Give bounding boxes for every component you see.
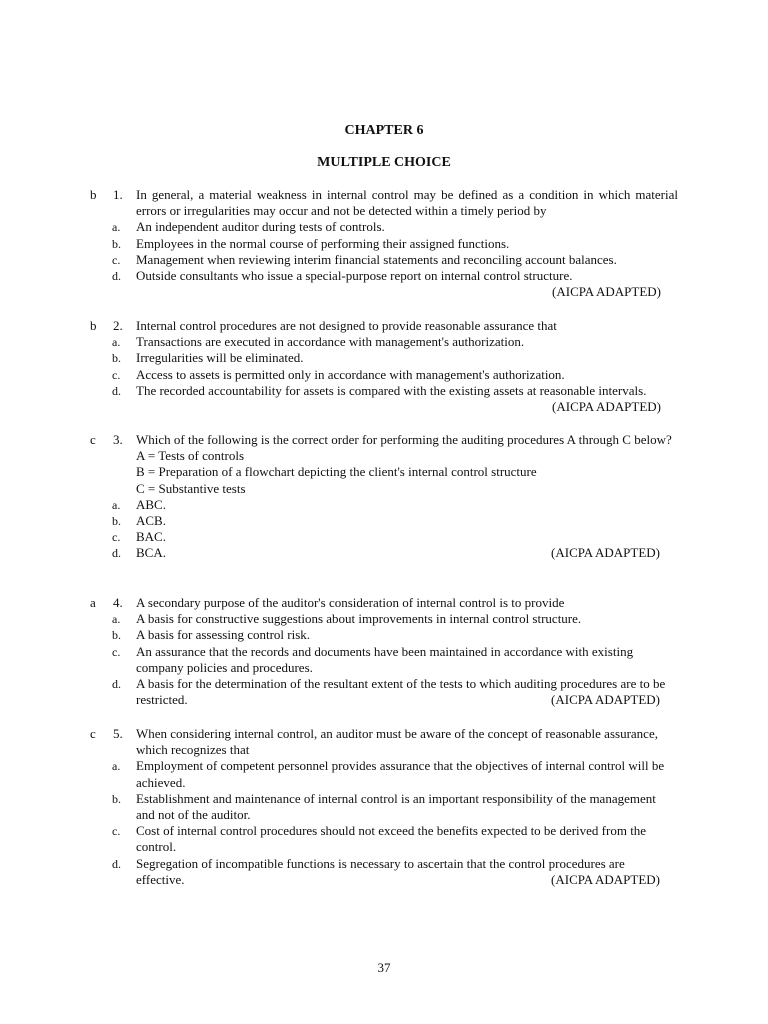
option-letter: a. (112, 612, 121, 627)
answer-key: a (90, 595, 96, 610)
option-letter: b. (112, 514, 121, 529)
option-text: A basis for assessing control risk. (136, 627, 311, 643)
option-c (0, 367, 768, 383)
chapter-title: CHAPTER 6 (344, 123, 424, 138)
option-letter: c. (112, 824, 121, 839)
procedure-c: C = Substantive tests (136, 480, 246, 496)
option-letter: b. (112, 628, 121, 643)
answer-key: c (90, 432, 96, 447)
option-a (0, 497, 768, 513)
option-b (0, 791, 768, 823)
question-number: 1. (113, 187, 123, 202)
option-text: Cost of internal control procedures should not exceed the benefits expected to be derived from the control. (136, 823, 647, 855)
source-label: (AICPA ADAPTED) (552, 284, 661, 300)
option-d (0, 676, 768, 708)
question-text: When considering internal control, an auditor must be aware of the concept of reasonable assurance, which recognizes that (136, 726, 658, 758)
option-text: Segregation of incompatible functions is necessary to ascertain that the control procedures are effective. (136, 855, 625, 887)
option-letter: d. (112, 546, 121, 561)
option-text: Employment of competent personnel provides assurance that the objectives of internal control will be achieved. (136, 758, 665, 790)
option-letter: d. (112, 856, 121, 871)
question-text: In general, a material weakness in internal control may be defined as a condition in which material errors or irregularities may occur and not be detected within a timely period by (136, 187, 678, 219)
option-text: ACB. (136, 513, 166, 529)
source-label: (AICPA ADAPTED) (551, 871, 660, 887)
option-d (0, 856, 768, 888)
option-letter: c. (112, 252, 121, 267)
page-number: 37 (377, 960, 391, 975)
question-4 (0, 595, 768, 708)
option-text: Access to assets is permitted only in accordance with management's authorization. (136, 366, 565, 382)
option-letter: c. (112, 644, 121, 659)
source-label: (AICPA ADAPTED) (552, 399, 661, 415)
question-number: 3. (113, 432, 123, 447)
question-stem (0, 318, 768, 334)
option-b (0, 350, 768, 366)
option-text: ABC. (136, 496, 166, 512)
question-stem (0, 187, 768, 219)
option-text: A basis for constructive suggestions about improvements in internal control structure. (136, 611, 582, 627)
question-1 (0, 187, 768, 300)
option-text: Employees in the normal course of performing their assigned functions. (136, 235, 510, 251)
question-stem (0, 726, 768, 758)
question-number: 4. (113, 595, 123, 610)
question-number: 5. (113, 726, 123, 741)
option-letter: a. (112, 497, 121, 512)
option-c (0, 823, 768, 855)
option-text: Establishment and maintenance of internal control is an important responsibility of the management and not of the auditor. (136, 790, 656, 823)
option-d (0, 383, 768, 399)
option-text: A basis for the determination of the resultant extent of the tests to which auditing procedures are to be restricted. (136, 676, 666, 708)
procedure-a: A = Tests of controls (136, 448, 245, 464)
option-letter: c. (112, 530, 121, 545)
option-text: Management when reviewing interim financial statements and reconciling account balances. (136, 251, 617, 267)
option-c (0, 529, 768, 545)
option-b (0, 627, 768, 643)
option-letter: d. (112, 269, 121, 284)
question-text: Internal control procedures are not designed to provide reasonable assurance that (136, 318, 557, 333)
question-number: 2. (113, 318, 123, 333)
option-text: Transactions are executed in accordance with management's authorization. (136, 334, 525, 350)
option-letter: d. (112, 677, 121, 692)
question-stem (0, 595, 768, 611)
source-label: (AICPA ADAPTED) (551, 692, 660, 708)
option-b (0, 236, 768, 252)
procedure-b: B = Preparation of a flowchart depicting the client's internal control structure (136, 464, 537, 480)
option-b (0, 513, 768, 529)
question-5 (0, 726, 768, 888)
answer-key: c (90, 726, 96, 741)
answer-key: b (90, 318, 97, 333)
option-a (0, 758, 768, 790)
option-letter: c. (112, 367, 121, 382)
option-letter: a. (112, 759, 121, 774)
question-3 (0, 432, 768, 562)
option-letter: b. (112, 236, 121, 251)
option-d (0, 268, 768, 284)
option-letter: a. (112, 220, 121, 235)
option-a (0, 334, 768, 350)
option-text: Irregularities will be eliminated. (136, 350, 304, 366)
option-text: An independent auditor during tests of controls. (136, 219, 385, 235)
answer-key: b (90, 187, 97, 202)
option-c (0, 644, 768, 676)
option-letter: b. (112, 351, 121, 366)
option-text: An assurance that the records and documents have been maintained in accordance with existing company policies and procedures. (136, 643, 634, 675)
option-letter: d. (112, 383, 121, 398)
option-text: The recorded accountability for assets is compared with the existing assets at reasonable intervals. (136, 382, 647, 398)
option-a (0, 611, 768, 627)
section-title: MULTIPLE CHOICE (317, 155, 451, 170)
option-letter: a. (112, 335, 121, 350)
question-2 (0, 318, 768, 415)
question-text: Which of the following is the correct order for performing the auditing procedures A through C below? (136, 432, 672, 447)
question-stem (0, 432, 768, 448)
option-d (0, 545, 768, 561)
option-text: BAC. (136, 529, 166, 545)
option-a (0, 219, 768, 235)
question-text: A secondary purpose of the auditor's consideration of internal control is to provide (136, 595, 565, 610)
source-label: (AICPA ADAPTED) (551, 545, 660, 561)
option-text: BCA. (136, 545, 166, 561)
option-text: Outside consultants who issue a special-purpose report on internal control structure. (136, 268, 573, 284)
option-letter: b. (112, 791, 121, 806)
option-c (0, 252, 768, 268)
